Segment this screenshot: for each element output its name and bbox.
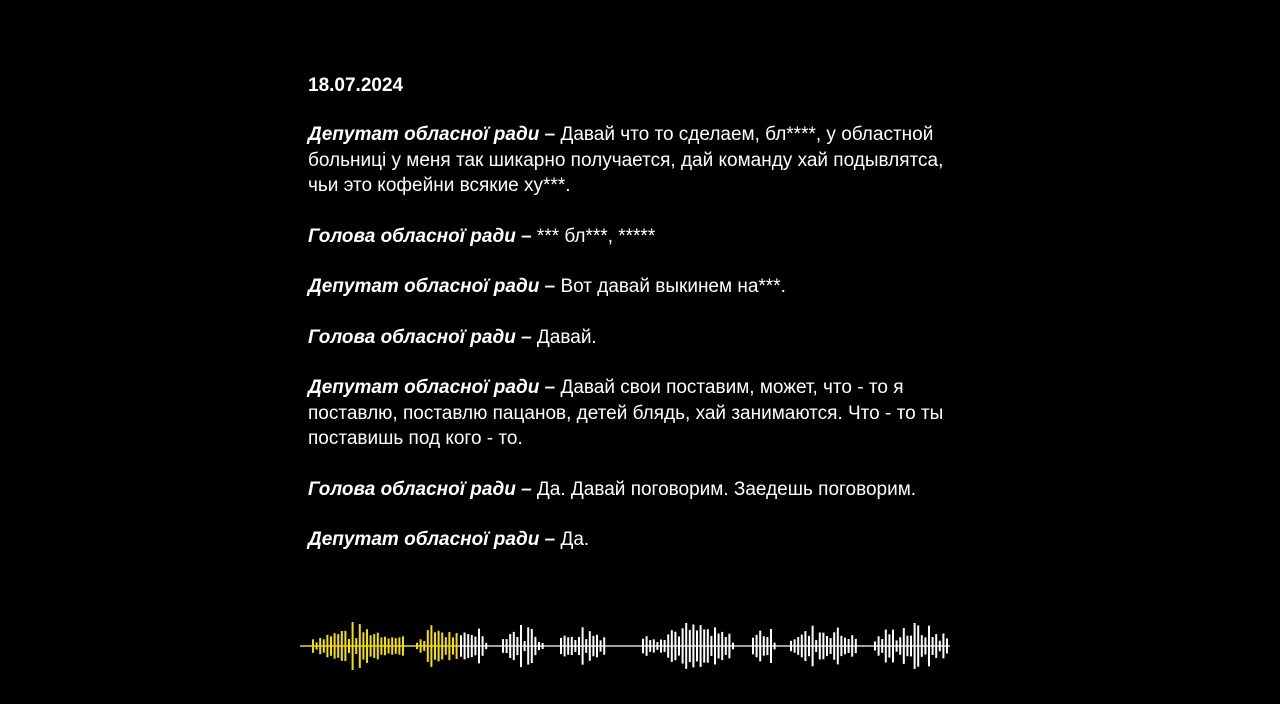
waveform-bar — [797, 637, 799, 655]
waveform-bar — [790, 641, 792, 651]
waveform-bar — [808, 636, 810, 656]
dialogue-text: Давай что то сделаем, бл****, у областной больниці у меня так шикарно получается, дай команду хай подывлятса, чьи это кофейни всякие ху***. — [308, 124, 944, 196]
waveform-bar — [906, 636, 908, 657]
waveform-bar — [667, 635, 669, 658]
waveform-bar — [520, 625, 522, 667]
waveform-bar — [774, 643, 776, 650]
waveform-bar — [932, 637, 934, 655]
waveform-bar — [921, 635, 923, 657]
speaker-label: Голова обласної ради – — [308, 225, 532, 247]
waveform-bar — [653, 639, 655, 652]
waveform-bar — [478, 629, 480, 664]
waveform-bar — [502, 639, 504, 653]
waveform-bar — [506, 639, 508, 653]
waveform-bar — [423, 641, 425, 651]
waveform-bar — [714, 627, 716, 664]
waveform-bar — [380, 637, 382, 654]
waveform-bar — [692, 625, 694, 668]
transcript-date: 18.07.2024 — [308, 75, 404, 96]
waveform-bar — [649, 640, 651, 652]
waveform-bar — [402, 636, 404, 655]
waveform-bar — [538, 642, 540, 650]
waveform-bar — [671, 630, 673, 662]
dialogue-line — [308, 527, 948, 553]
waveform-bar — [596, 635, 598, 658]
speaker-label: Голова обласної ради – — [308, 478, 532, 500]
waveform-bar — [420, 639, 422, 652]
waveform-bar — [395, 638, 397, 654]
waveform-bar — [585, 639, 587, 653]
waveform-bar — [678, 637, 680, 656]
waveform-bar — [924, 637, 926, 654]
waveform-bar — [377, 633, 379, 660]
waveform-bar — [348, 639, 350, 653]
waveform-bar — [707, 629, 709, 663]
waveform-bar — [370, 635, 372, 656]
waveform-bar — [471, 635, 473, 657]
speaker-label: Депутат обласної ради – — [308, 529, 556, 550]
waveform-bar — [830, 638, 832, 654]
waveform-bar — [819, 633, 821, 660]
waveform-bar — [474, 637, 476, 656]
waveform-bar — [384, 637, 386, 656]
waveform-bar — [812, 626, 814, 667]
waveform-bar — [516, 637, 518, 655]
waveform-bar — [388, 639, 390, 654]
speaker-label: Депутат обласної ради – — [308, 124, 556, 145]
dialogue-text: Да. — [555, 529, 590, 550]
waveform-bar — [881, 639, 883, 653]
waveform-bar — [804, 631, 806, 661]
waveform-bar — [801, 635, 803, 658]
waveform-bar — [674, 632, 676, 661]
waveform-bar — [366, 629, 368, 663]
waveform-bar — [531, 629, 533, 663]
waveform-bar — [567, 637, 569, 654]
waveform-bar — [770, 629, 772, 663]
waveform-bar — [527, 627, 529, 664]
waveform-bar — [524, 641, 526, 651]
dialogue-line — [308, 274, 948, 300]
waveform-bar — [896, 640, 898, 651]
waveform-bar — [700, 625, 702, 667]
waveform-bar — [312, 639, 314, 653]
waveform-bar — [560, 638, 562, 654]
waveform-bar — [391, 637, 393, 654]
waveform-bar — [914, 623, 916, 669]
waveform-bar — [398, 637, 400, 654]
waveform-bar — [448, 632, 450, 660]
speaker-label: Депутат обласної ради – — [308, 377, 556, 398]
waveform-bar — [851, 635, 853, 657]
waveform-bar — [822, 633, 824, 660]
waveform-bar — [438, 631, 440, 662]
waveform-bar — [344, 631, 346, 661]
waveform-bar — [323, 639, 325, 652]
waveform-bar — [848, 639, 850, 653]
waveform-bar — [682, 628, 684, 663]
waveform-bar — [430, 625, 432, 667]
waveform-bar — [319, 638, 321, 654]
waveform-bar — [935, 634, 937, 658]
waveform-bar — [833, 632, 835, 659]
dialogue-line — [308, 224, 948, 250]
waveform-bar — [482, 636, 484, 656]
waveform-bar — [542, 643, 544, 649]
waveform-bar — [946, 638, 948, 653]
waveform-bar — [589, 631, 591, 661]
waveform-bar — [703, 629, 705, 662]
waveform-bar — [574, 640, 576, 652]
waveform-bar — [452, 637, 454, 654]
speaker-label: Депутат обласної ради – — [308, 276, 556, 297]
waveform-bar — [445, 637, 447, 655]
dialogue-text: Вот давай выкинем на***. — [555, 276, 786, 297]
dialogue-line — [308, 477, 948, 503]
waveform-bar — [728, 634, 730, 659]
waveform-bar — [355, 638, 357, 654]
waveform-bar — [878, 636, 880, 655]
waveform-bar — [326, 635, 328, 658]
transcript — [308, 72, 948, 578]
dialogue-line — [308, 122, 948, 199]
dialogue-line — [308, 325, 948, 351]
waveform-bar — [373, 634, 375, 658]
dialogue-text: Давай. — [531, 326, 597, 348]
waveform-bar — [582, 627, 584, 664]
waveform-bar — [855, 639, 857, 653]
waveform-bar — [721, 632, 723, 660]
waveform-bar — [334, 633, 336, 659]
waveform-bar — [362, 632, 364, 659]
waveform-bar — [341, 631, 343, 661]
waveform-bar — [903, 628, 905, 664]
waveform-bar — [928, 626, 930, 667]
audio-waveform[interactable] — [300, 622, 950, 670]
speaker-label: Голова обласної ради – — [308, 326, 532, 348]
waveform-bar — [337, 634, 339, 658]
waveform-bar — [352, 622, 354, 670]
waveform-bar — [815, 640, 817, 652]
dialogue-line — [308, 375, 948, 452]
waveform-bar — [942, 634, 944, 659]
waveform-bar — [696, 631, 698, 662]
waveform-bar — [874, 642, 876, 651]
waveform-bar — [642, 639, 644, 654]
waveform-bar — [837, 628, 839, 665]
waveform-bar — [917, 625, 919, 666]
waveform-bar — [766, 637, 768, 655]
waveform-bar — [656, 642, 658, 650]
waveform-bar — [330, 636, 332, 656]
dialogue-text: Давай свои поставим, может, что - то я поставлю, поставлю пацанов, детей блядь, хай занимаются. Что - то ты поставишь под кого - то. — [308, 377, 944, 449]
waveform-bar — [718, 634, 720, 659]
waveform-bar — [756, 635, 758, 658]
waveform-bar — [359, 624, 361, 668]
waveform-bar — [685, 623, 687, 669]
waveform-bar — [464, 633, 466, 660]
waveform-bar — [513, 632, 515, 660]
waveform-bar — [578, 637, 580, 655]
waveform-bar — [434, 632, 436, 659]
waveform-bar — [571, 637, 573, 655]
waveform-bar — [460, 635, 462, 656]
waveform-bar — [840, 636, 842, 656]
waveform-bar — [910, 636, 912, 657]
waveform-bar — [725, 637, 727, 655]
waveform-bar — [427, 630, 429, 662]
waveform-bar — [592, 636, 594, 657]
waveform-bar — [467, 634, 469, 658]
waveform-bar — [509, 634, 511, 658]
waveform-bar — [689, 630, 691, 662]
waveform-bar — [826, 636, 828, 656]
waveform-bar — [732, 643, 734, 650]
waveform-bar — [899, 637, 901, 655]
waveform-bar — [600, 640, 602, 651]
waveform-bar — [885, 630, 887, 663]
waveform-bar — [794, 639, 796, 652]
dialogue-text: Да. Давай поговорим. Заедешь поговорим. — [531, 478, 917, 500]
waveform-bar — [456, 633, 458, 659]
waveform-bar — [660, 640, 662, 653]
waveform-bar — [485, 643, 487, 649]
waveform-bar — [763, 636, 765, 655]
waveform-bar — [888, 634, 890, 657]
waveform-bar — [646, 636, 648, 656]
waveform-bar — [416, 643, 418, 649]
waveform-bar — [603, 637, 605, 654]
waveform-bar — [534, 637, 536, 655]
waveform-bar — [564, 636, 566, 657]
dialogue-text: *** бл***, ***** — [531, 225, 656, 247]
waveform-bar — [752, 638, 754, 655]
waveform-bar — [664, 640, 666, 652]
waveform-bar — [892, 630, 894, 663]
waveform-bar — [316, 642, 318, 649]
waveform-bar — [710, 636, 712, 656]
waveform-bar — [759, 631, 761, 662]
waveform-bar — [939, 641, 941, 652]
waveform-bar — [844, 638, 846, 655]
waveform-bar — [441, 633, 443, 660]
